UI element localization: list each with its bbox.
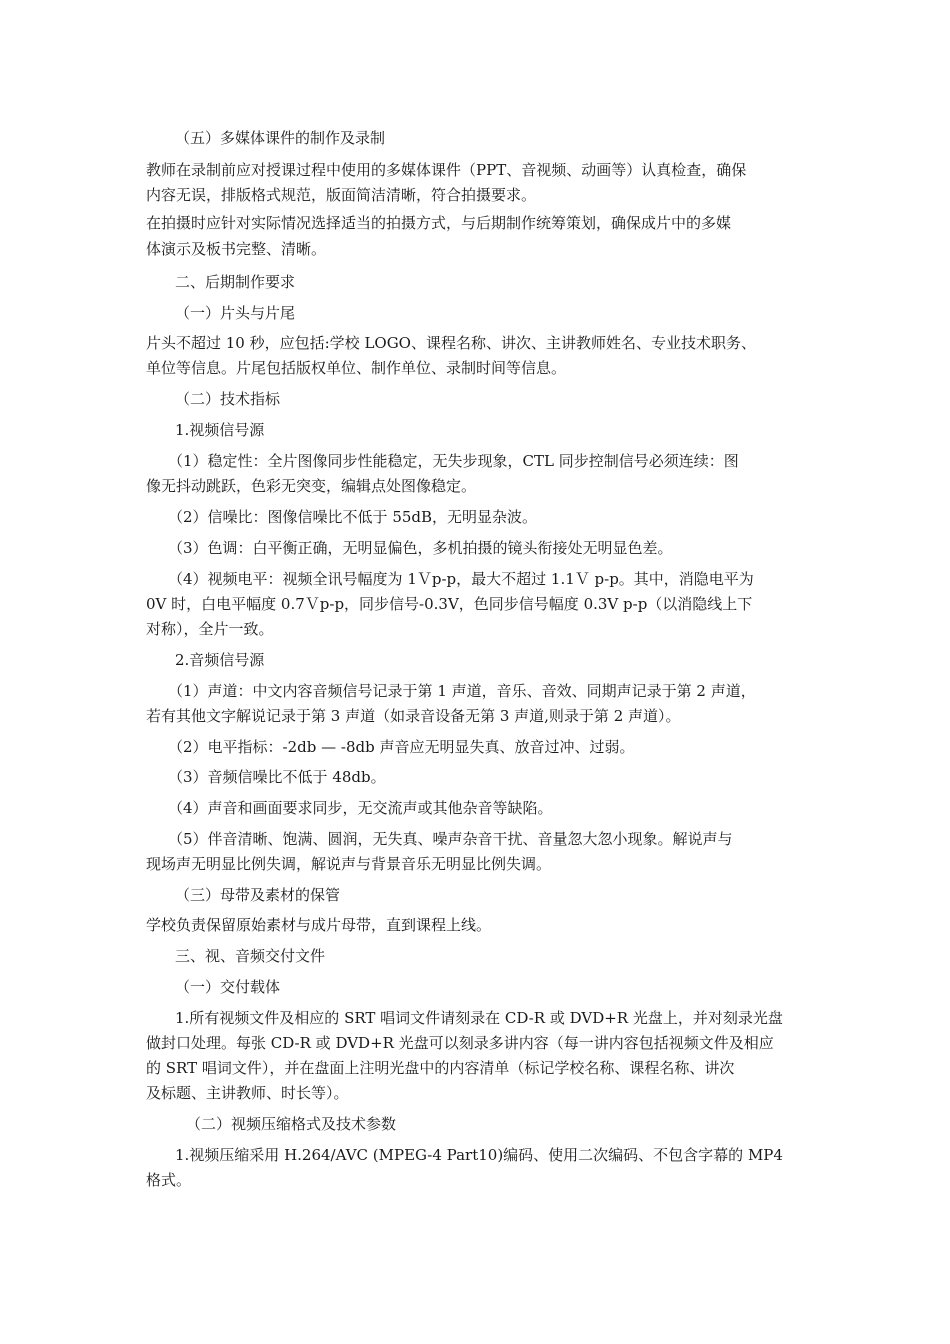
paragraph-line: （2）电平指标：-2db — -8db 声音应无明显失真、放音过冲、过弱。 [168,738,635,756]
paragraph-line: 格式。 [146,1171,192,1189]
paragraph-line: （3）色调：白平衡正确，无明显偏色，多机拍摄的镜头衔接处无明显色差。 [168,539,673,557]
paragraph-line: 0V 时，白电平幅度 0.7Ｖp-p，同步信号-0.3V，色同步信号幅度 0.3V p-p（以消隐线上下 [146,595,753,613]
paragraph-line: 若有其他文字解说记录于第 3 声道（如录音设备无第 3 声道,则录于第 2 声道）。 [146,707,681,725]
paragraph-line: 对称），全片一致。 [146,620,274,638]
paragraph-line: 及标题、主讲教师、时长等）。 [146,1084,349,1102]
paragraph-line: （1）声道：中文内容音频信号记录于第 1 声道，音乐、音效、同期声记录于第 2 声道， [168,682,756,700]
heading-audio-source: 2.音频信号源 [175,651,265,669]
paragraph-line: （1）稳定性：全片图像同步性能稳定，无失步现象，CTL 同步控制信号必须连续：图 [168,452,739,470]
paragraph-line: （4）视频电平：视频全讯号幅度为 1Ｖp-p，最大不超过 1.1Ｖ p-p。其中，消隐电平为 [168,570,754,588]
paragraph-line: （2）信噪比：图像信噪比不低于 55dB，无明显杂波。 [168,508,538,526]
paragraph-line: （4）声音和画面要求同步，无交流声或其他杂音等缺陷。 [168,799,553,817]
paragraph-line: 做封口处理。每张 CD-R 或 DVD+R 光盘可以刻录多讲内容（每一讲内容包括视频文件及相应 [146,1034,774,1052]
paragraph-line: 的 SRT 唱词文件），并在盘面上注明光盘中的内容清单（标记学校名称、课程名称、讲次 [146,1059,735,1077]
paragraph-line: 单位等信息。片尾包括版权单位、制作单位、录制时间等信息。 [146,359,567,377]
heading-technical-indicators: （二）技术指标 [175,390,281,408]
paragraph-line: 在拍摄时应针对实际情况选择适当的拍摄方式，与后期制作统筹策划，确保成片中的多媒 [146,214,732,232]
paragraph-line: 体演示及板书完整、清晰。 [146,240,327,258]
paragraph-line: 内容无误，排版格式规范，版面简洁清晰，符合拍摄要求。 [146,186,537,204]
paragraph-line: 片头不超过 10 秒，应包括:学校 LOGO、课程名称、讲次、主讲教师姓名、专业技术职务、 [146,334,756,352]
heading-video-source: 1.视频信号源 [175,421,265,439]
heading-opening-closing: （一）片头与片尾 [175,304,296,322]
paragraph-line: （5）伴音清晰、饱满、圆润，无失真、噪声杂音干扰、音量忽大忽小现象。解说声与 [168,830,733,848]
heading-delivery-media: （一）交付载体 [175,978,281,996]
paragraph-line: 像无抖动跳跃，色彩无突变，编辑点处图像稳定。 [146,477,477,495]
heading-video-compression: （二）视频压缩格式及技术参数 [186,1115,397,1133]
paragraph-line: 教师在录制前应对授课过程中使用的多媒体课件（PPT、音视频、动画等）认真检查，确保 [146,161,747,179]
paragraph-line: 1.所有视频文件及相应的 SRT 唱词文件请刻录在 CD-R 或 DVD+R 光盘上，并对刻录光盘 [175,1009,783,1027]
paragraph-line: 1.视频压缩采用 H.264/AVC (MPEG-4 Part10)编码、使用二次编码、不包含字幕的 MP4 [175,1146,783,1164]
paragraph-line: （3）音频信噪比不低于 48db。 [168,768,386,786]
heading-multimedia-courseware: （五）多媒体课件的制作及录制 [175,129,386,147]
heading-delivery-files: 三、视、音频交付文件 [175,947,326,965]
paragraph-line: 现场声无明显比例失调，解说声与背景音乐无明显比例失调。 [146,855,552,873]
paragraph-line: 学校负责保留原始素材与成片母带，直到课程上线。 [146,916,492,934]
heading-post-production: 二、后期制作要求 [175,273,296,291]
heading-master-tapes: （三）母带及素材的保管 [175,886,341,904]
